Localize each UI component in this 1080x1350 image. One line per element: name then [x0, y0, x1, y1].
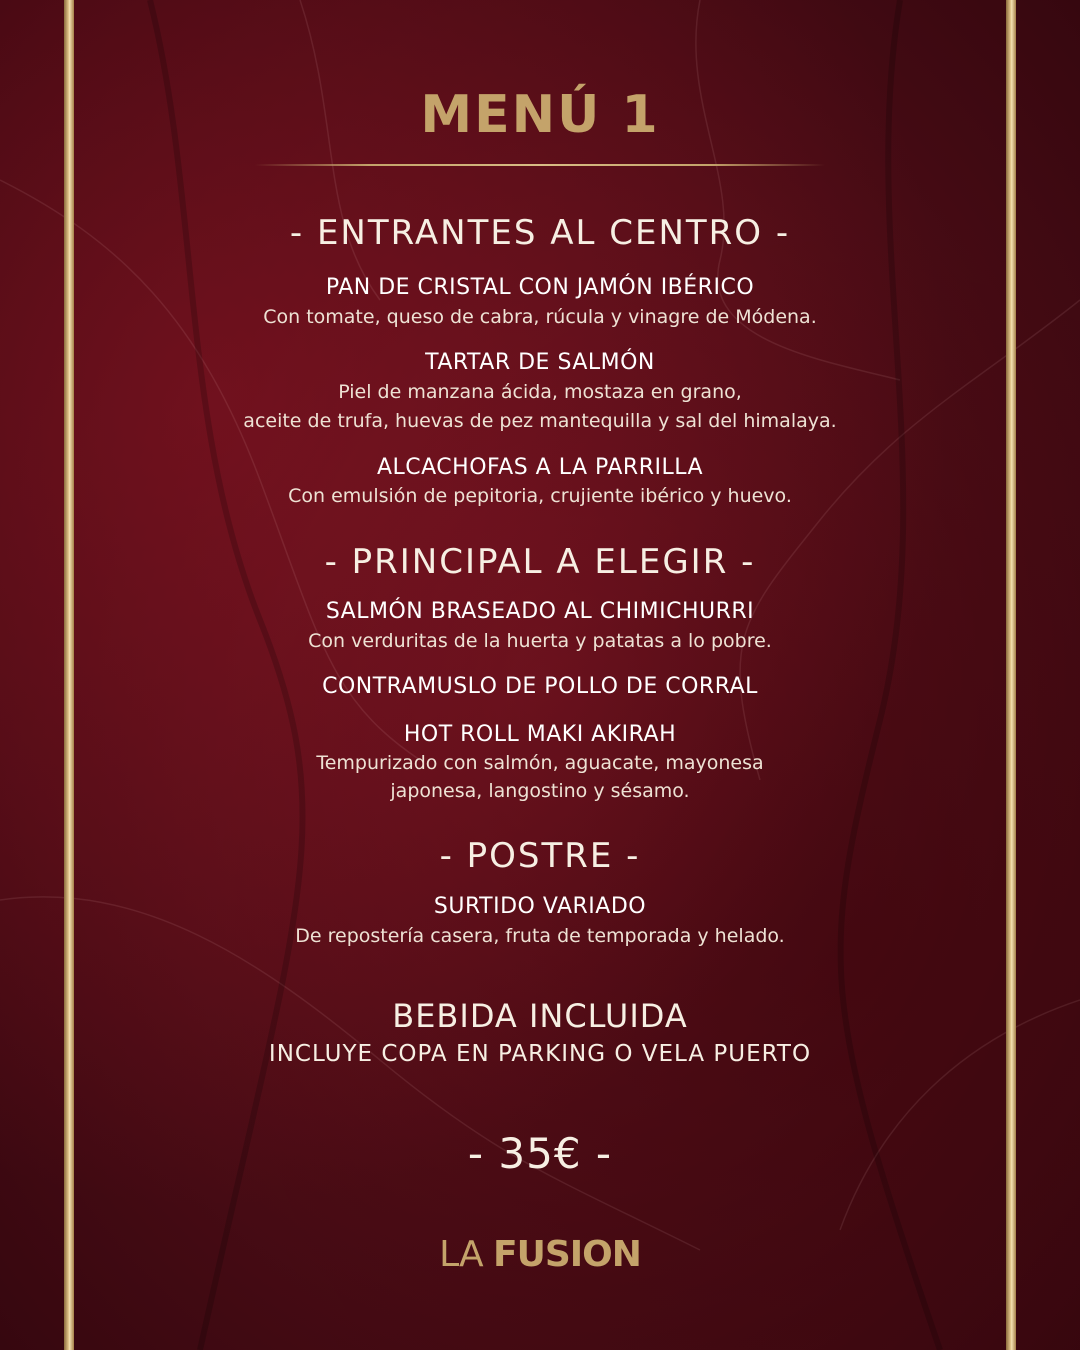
dish-name: TARTAR DE SALMÓN — [425, 350, 655, 375]
restaurant-logo — [80, 1230, 1000, 1280]
dish-name: SURTIDO VARIADO — [433, 894, 647, 919]
section-heading-postre: - POSTRE - — [439, 836, 641, 876]
dish-description: aceite de trufa, huevas de pez mantequilla y sal del himalaya. — [243, 410, 837, 432]
dish-description: Piel de manzana ácida, mostaza en grano, — [338, 381, 742, 403]
dish-name: CONTRAMUSLO DE POLLO DE CORRAL — [322, 674, 758, 699]
dish-name: PAN DE CRISTAL CON JAMÓN IBÉRICO — [325, 275, 755, 300]
section-heading-entrantes: - ENTRANTES AL CENTRO - — [289, 213, 791, 253]
gold-border-right — [1006, 0, 1016, 1350]
dish-description: Con emulsión de pepitoria, crujiente ibérico y huevo. — [288, 485, 792, 507]
dish-description: Con verduritas de la huerta y patatas a lo pobre. — [308, 630, 772, 652]
title-divider — [255, 164, 825, 166]
menu-price: - 35€ - — [467, 1129, 613, 1178]
dish-description: Con tomate, queso de cabra, rúcula y vinagre de Módena. — [263, 306, 817, 328]
gold-border-left — [64, 0, 74, 1350]
dish-description: Tempurizado con salmón, aguacate, mayonesa — [316, 752, 764, 774]
drink-title: BEBIDA INCLUIDA — [392, 997, 688, 1035]
dish-name: SALMÓN BRASEADO AL CHIMICHURRI — [325, 599, 755, 624]
dish-description: De repostería casera, fruta de temporada y helado. — [295, 925, 785, 947]
dish-name: HOT ROLL MAKI AKIRAH — [403, 722, 677, 747]
logo-part-fusion: FUSION — [493, 1234, 641, 1275]
dish-name: ALCACHOFAS A LA PARRILLA — [376, 455, 704, 480]
section-heading-principal: - PRINCIPAL A ELEGIR - — [324, 542, 756, 582]
menu-title: MENÚ 1 — [420, 85, 660, 145]
drink-subtitle: INCLUYE COPA EN PARKING O VELA PUERTO — [268, 1041, 812, 1067]
menu-card — [80, 0, 1000, 1350]
dish-description: japonesa, langostino y sésamo. — [390, 780, 690, 802]
logo-part-la: LA — [439, 1234, 483, 1275]
